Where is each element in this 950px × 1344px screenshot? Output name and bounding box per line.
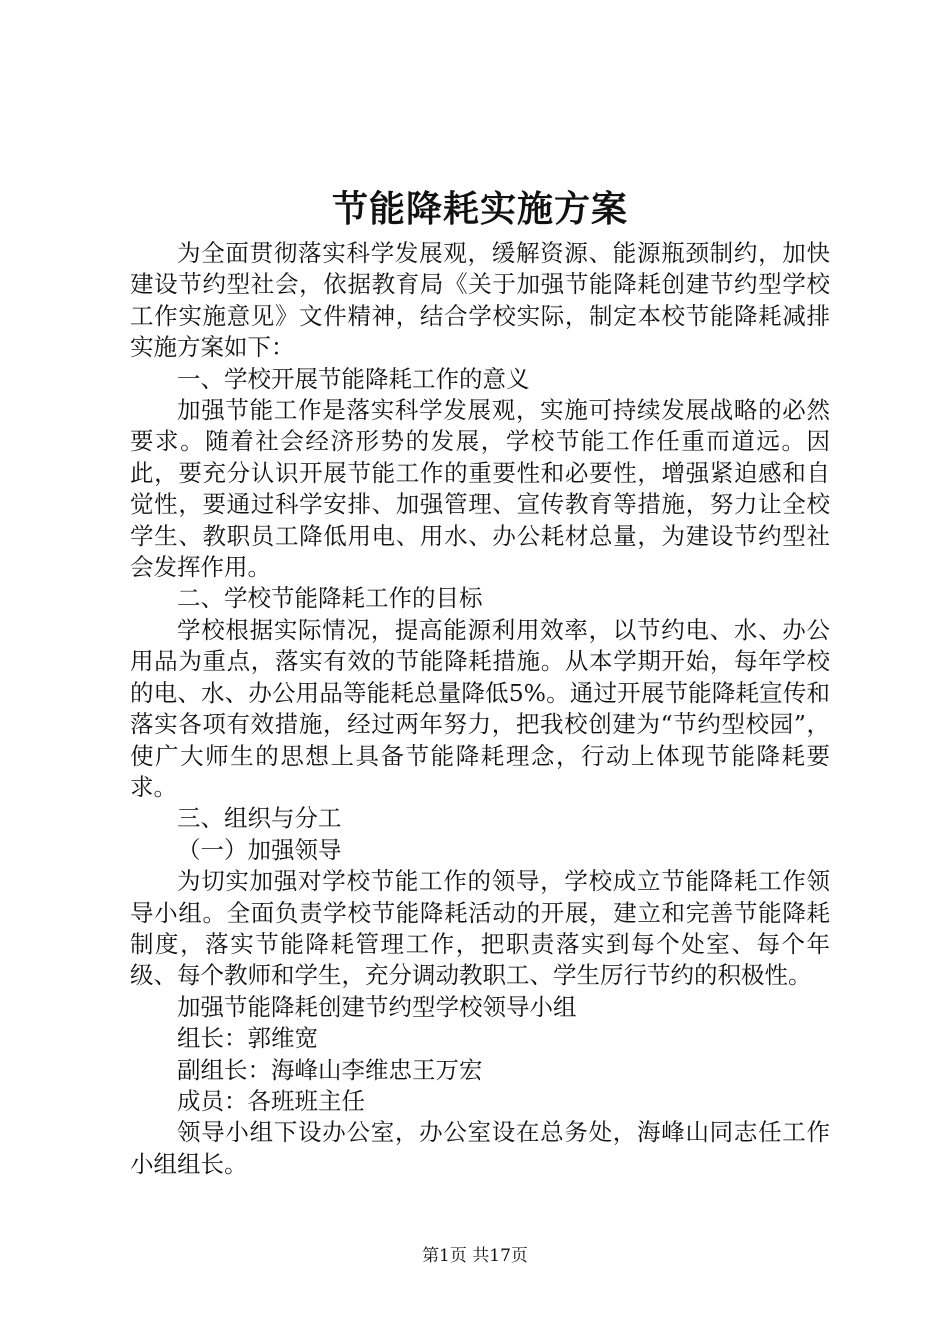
group-leader: 组长：郭维宽 xyxy=(177,1024,318,1053)
section-1-paragraph: 加强节能工作是落实科学发展观，实施可持续发展战略的必然要求。随着社会经济形势的发展，学校节能工作任重而道远。因此，要充分认识开展节能工作的重要性和必要性，增强紧迫感和自觉性，要通过科学安排、加强管理、宣传教育等措施，努力让全校学生、教职员工降低用电、用水、办公耗材总量，为建设节约型社会发挥作用。 xyxy=(130,396,830,582)
group-title: 加强节能降耗创建节约型学校领导小组 xyxy=(177,992,577,1021)
document-title: 节能降耗实施方案 xyxy=(331,188,628,230)
subsection-heading-1: （一）加强领导 xyxy=(177,835,342,864)
document-page xyxy=(130,180,830,1180)
section-heading-2: 二、学校节能降耗工作的目标 xyxy=(177,584,483,613)
office-paragraph: 领导小组下设办公室，办公室设在总务处，海峰山同志任工作小组组长。 xyxy=(130,1118,830,1178)
group-members: 成员：各班班主任 xyxy=(177,1086,365,1115)
subsection-1-paragraph: 为切实加强对学校节能工作的领导，学校成立节能降耗工作领导小组。全面负责学校节能降耗活动的开展，建立和完善节能降耗制度，落实节能降耗管理工作，把职责落实到每个处室、每个年级、每个教师和学生，充分调动教职工、学生厉行节约的积极性。 xyxy=(130,867,830,990)
section-heading-1: 一、学校开展节能降耗工作的意义 xyxy=(177,364,530,393)
intro-paragraph: 为全面贯彻落实科学发展观，缓解资源、能源瓶颈制约，加快建设节约型社会，依据教育局《关于加强节能降耗创建节约型学校工作实施意见》文件精神，结合学校实际，制定本校节能降耗减排实施方案如下： xyxy=(130,239,830,362)
page-footer: 第1页 共17页 xyxy=(422,1246,528,1266)
group-deputy-leaders: 副组长：海峰山李维忠王万宏 xyxy=(177,1055,483,1084)
section-heading-3: 三、组织与分工 xyxy=(177,804,342,833)
section-2-paragraph: 学校根据实际情况，提高能源利用效率，以节约电、水、办公用品为重点，落实有效的节能降耗措施。从本学期开始，每年学校的电、水、办公用品等能耗总量降低5%。通过开展节能降耗宣传和落实各项有效措施，经过两年努力，把我校创建为“节约型校园”，使广大师生的思想上具备节能降耗理念，行动上体现节能降耗要求。 xyxy=(130,615,830,801)
